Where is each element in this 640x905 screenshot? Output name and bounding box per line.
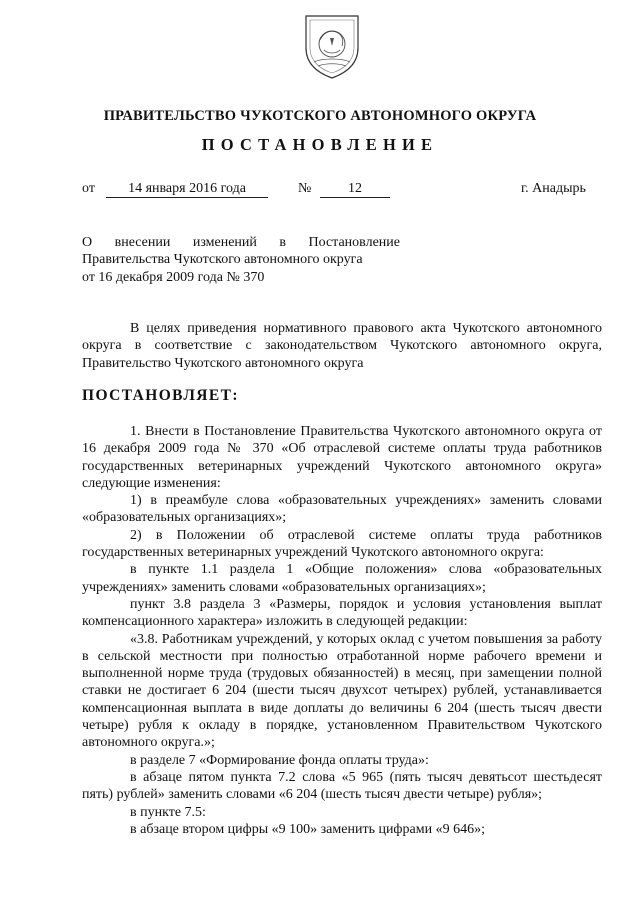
subject-line: О внесении изменений в Постановление — [82, 235, 400, 250]
subject-line: Правительства Чукотского автономного округа — [82, 252, 363, 268]
body-paragraph: 2) в Положении об отраслевой системе оплаты труда работников государственных ветеринарных учреждений Чукотского автономного округа: — [82, 527, 602, 561]
document-number: 12 — [320, 181, 390, 198]
body-paragraph: в пункте 7.5: — [130, 804, 206, 820]
coat-of-arms-icon — [296, 10, 368, 82]
document-type-title: ПОСТАНОВЛЕНИЕ — [201, 135, 439, 154]
number-label: № — [298, 181, 312, 196]
body-paragraph: пункт 3.8 раздела 3 «Размеры, порядок и условия установления выплат компенсационного характера» изложить в следующей редакции: — [82, 596, 602, 630]
document-body — [82, 423, 602, 838]
body-paragraph: 1. Внести в Постановление Правительства Чукотского автономного округа от 16 декабря 2009 года № 370 «Об отраслевой системе оплаты труда работников государственных ветеринарных учреждений Чукотского автономного округа» следующие изменения: — [82, 424, 602, 491]
body-paragraph: в абзаце пятом пункта 7.2 слова «5 965 (пять тысяч девятьсот шестьдесят пять) рублей» заменить словами «6 204 (шесть тысяч двести четыре) рубля»; — [82, 769, 602, 803]
document-date: 14 января 2016 года — [106, 181, 268, 198]
document-subject — [82, 234, 400, 286]
body-paragraph: в разделе 7 «Формирование фонда оплаты труда»: — [130, 752, 429, 768]
dateline — [0, 181, 640, 203]
intro-paragraph: В целях приведения нормативного правового акта Чукотского автономного округа в соответствие с законодательством Чукотского автономного округа, Правительство Чукотского автономного округа — [82, 321, 602, 371]
intro-paragraph-wrap — [82, 320, 602, 372]
decree-heading: ПОСТАНОВЛЯЕТ: — [82, 387, 239, 404]
body-paragraph: 1) в преамбуле слова «образовательных учреждениях» заменить словами «образовательных организациях»; — [82, 493, 602, 526]
subject-line: от 16 декабря 2009 года № 370 — [82, 269, 265, 285]
organization-title: ПРАВИТЕЛЬСТВО ЧУКОТСКОГО АВТОНОМНОГО ОКРУГА — [103, 108, 537, 124]
body-paragraph: в пункте 1.1 раздела 1 «Общие положения» слова «образовательных учреждениях» заменить словами «образовательных организациях»; — [82, 562, 602, 595]
date-from-label: от — [82, 181, 95, 196]
body-paragraph: в абзаце втором цифры «9 100» заменить цифрами «9 646»; — [130, 821, 485, 837]
body-paragraph: «3.8. Работникам учреждений, у которых оклад с учетом повышения за работу в сельской местности при полностью отработанной норме рабочего времени и выполненной норме труда (трудовых обязанностей) в месяц, при замещении полной ставки не достигает 6 204 (шести тысяч двухсот четырех) рублей, устанавливается компенсационная выплата в виде доплаты до величины 6 204 (шесть тысяч двести четыре) рубля к окладу в порядке, установленном Правительством Чукотского автономного округа.»; — [82, 631, 602, 751]
city-name: г. Анадырь — [521, 181, 586, 196]
